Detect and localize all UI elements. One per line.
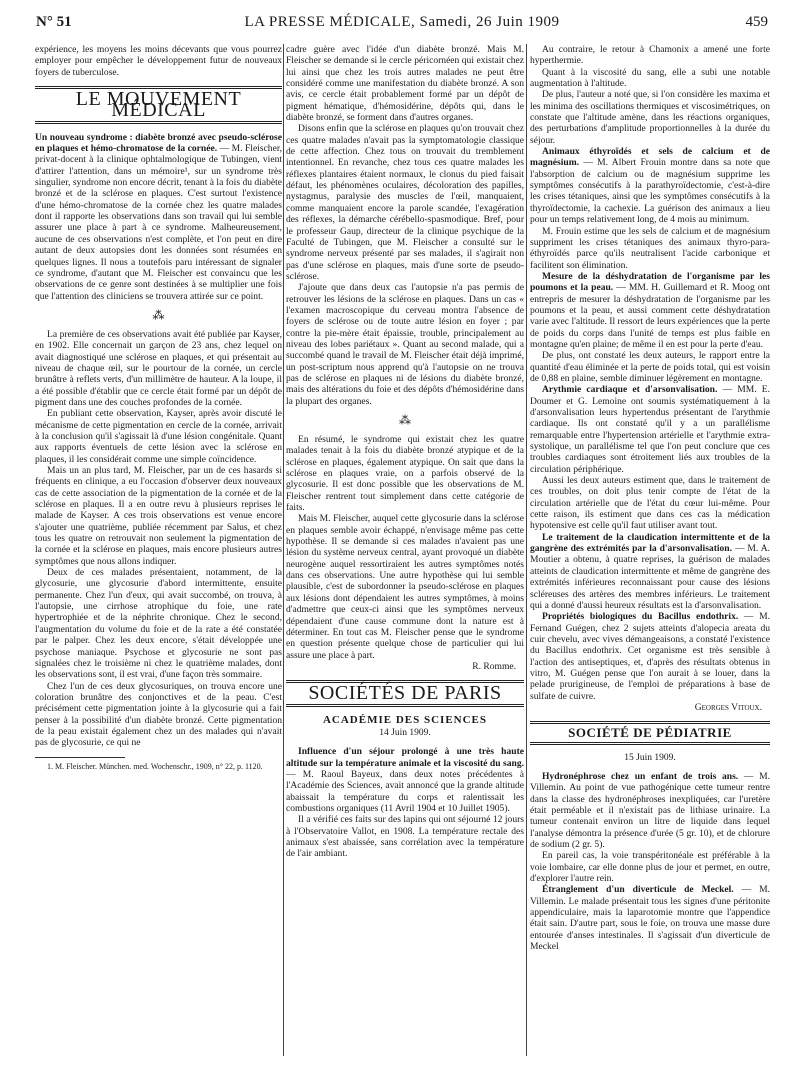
column-divider [526, 44, 527, 1056]
article-title: Propriétés biologiques du Bacillus endothrix. [542, 611, 739, 623]
paragraph: En résumé, le syndrome qui existait chez les quatre malades tenait à la fois du diabète bronzé atypique et de la sclérose en plaques, également atypique. On sait que dans la sclérose en plaques vraie, on a parfois observé de la glycosurie. Il est donc possible que les observations de M. Fleischer rentrent tout simplement dans cette catégorie de faits. [286, 434, 524, 514]
paragraph: M. Frouin estime que les sels de calcium et de magnésium suppriment les crises tétaniques des animaux thyro-para-éthyroïdés parce qu'ils neutralisent l'acide carbonique et facilitent son élimination. [530, 225, 770, 271]
paragraph: Quant à la viscosité du sang, elle a subi une notable augmentation à l'altitude. [530, 66, 770, 90]
author-signature: Georges Vitoux. [694, 701, 762, 713]
paragraph: La première de ces observations avait été publiée par Kayser, en 1902. Elle concernait un garçon de 23 ans, chez lequel on avait diagnostiqué une sclérose en plaques, et qui présentait au niveau de chaque œil, sur le pourtour de la cornée, un cercle brunâtre à reflets verts, d'un millimètre de hauteur. A la loupe, il a été possible d'établir que ce cercle était formé par un dépôt de pigment dans une des couches profondes de la cornée. [35, 328, 282, 408]
paragraph: — M. A. Moutier a obtenu, à quatre reprises, la guérison de malades atteints de claudication intermittente et même de gangrène des extrémités inférieures reconnaissant pour cause des lésions scléreuses des artères des membres inférieurs. Le traitement qui a donné d'aussi heureux résultats est la d'arsonvalisation. [530, 543, 770, 611]
paragraph: Chez l'un de ces deux glycosuriques, on trouva encore une coloration brunâtre des conjonctives et de la peau. C'est précisément cette pigmentation jointe à la glycosurie qui a fait penser à la possibilité d'un diabète bronzé. Cette pigmentation de la peau existait également chez un des malades qui n'avait pas de glycosurie, ce qui ne [35, 680, 282, 749]
paragraph: — M. Fleischer, privat-docent à la clinique ophtalmologique de Tubingen, vient d'attirer l'attention, dans un mémoire¹, sur un syndrome très singulier, syndrome non encore décrit, tenant à la fois du diabète bronzé et de la sclérose en plaques. C'est surtout l'existence d'une hémo-chromatose de la cornée chez les quatre malades dont il rapporte les observations dans son travail qui lui semble assurer une place à part à ce syndrome. Malheureusement, aucune de ces observations n'est complète, et l'on peut en dire autant de deux autopsies dont les données sont résumées en quelques lignes. Il nous a toutefois paru intéressant de signaler ce syndrome, d'autant que M. Fleischer est convaincu que les observations de ce genre sont destinées à se multiplier une fois que l'attention des cliniciens se trouvera attirée sur ce point. [35, 143, 282, 302]
page-number: 459 [745, 14, 768, 30]
article-title: Arythmie cardiaque et d'arsonvalisation. [542, 384, 718, 396]
column-right [530, 44, 770, 1056]
session-date: 14 Juin 1909. [379, 727, 431, 738]
article [530, 611, 770, 702]
page-header [36, 14, 768, 34]
footnote-rule [35, 757, 125, 758]
paragraph: — MM. E. Doumer et G. Lemoine ont soumis systématiquement à la d'arsonvalisation leurs hypertendus présentant de l'arythmie cardiaque. Ils ont constaté qu'il y a un parallélisme remarquable entre l'hypertension artérielle et l'arythmie extra-systolique, un parallélisme tel que l'on peut conclure que ces troubles cardiaques sont étroitement liés aux troubles de la circulation périphérique. [530, 384, 770, 475]
paragraph: Mais un an plus tard, M. Fleischer, par un de ces hasards si fréquents en clinique, a eu l'occasion d'observer deux nouveaux cas de cette association de la pigmentation de la cornée et de la sclérose en plaques. Il a en outre revu à plusieurs reprises le malade de Kayser. A ces trois observations est venue encore s'ajouter une quatrième, publiée récemment par Salus, et chez tous les quatre on retrouvait non seulement la pigmentation de la cornée et la sclérose en plaques, mais encore plusieurs autres symptômes que nous allons indiquer. [35, 465, 282, 567]
column-divider [283, 44, 284, 1056]
paragraph: — M. Villemin. Au point de vue pathogénique cette tumeur rentre dans la classe des hydronéphroses inexpliquées, car l'uretère était perméable et il n'existait pas de lithiase urinaire. La tumeur contenait environ un litre de liquide dans lequel l'analyse démontra la présence d'urée (5 gr. 10), et de chlorure de sodium (2 gr. 5). [530, 770, 770, 851]
paragraph: expérience, les moyens les moins décevants que vous pourrez employer pour empêcher le développement futur de nouveaux foyers de tuberculose. [35, 44, 282, 78]
article-title: Un nouveau syndrome : diabète bronzé avec pseudo-sclérose en plaques et hémo-chromatose de la cornée. [35, 131, 282, 155]
column-middle [286, 44, 524, 1056]
section-heading: SOCIÉTÉ DE PÉDIATRIE [530, 721, 770, 744]
article [286, 746, 524, 814]
author-signature: R. Romme. [472, 660, 516, 672]
article [530, 532, 770, 611]
section-heading: LE MOUVEMENT MÉDICAL [35, 86, 282, 124]
article-title: Mesure de la déshydratation de l'organisme par les poumons et la peau. [530, 270, 770, 294]
article [530, 271, 770, 350]
paragraph: Aussi les deux auteurs estiment que, dans le traitement de ces troubles, on doit plus tenir compte de l'état de la circulation artérielle que de l'état du cœur lui-même. Pour cette raison, ils estiment que dans ces cas la médication hypotensive est celle qu'il faut utiliser avant tout. [530, 475, 770, 532]
footnote: 1. M. Fleischer. München. med. Wochenschr., 1909, n° 22, p. 1120. [47, 761, 263, 771]
article-title: Le traitement de la claudication intermittente et de la gangrène des extrémités par la d'arsonvalisation. [530, 531, 770, 555]
section-separator: ⁂ [399, 413, 411, 427]
paragraph: En pareil cas, la voie transpéritonéale est préférable à la voie lombaire, car elle donne plus de jour et permet, en outre, d'explorer l'autre rein. [530, 850, 770, 885]
article-title: Influence d'un séjour prolongé à une très haute altitude sur la température animale et la viscosité du sang. [286, 746, 524, 769]
paragraph: Disons enfin que la sclérose en plaques qu'on trouvait chez ces quatre malades n'avait pas la symptomatologie classique de cette affection. Chez tous on trouvait du tremblement intentionnel. En revanche, chez tous ces quatre malades les réflexes plantaires étaient normaux, le clonus du pied faisait défaut, les phénomènes oculaires, décoloration des papilles, nystagmus, paralysie des muscles de l'œil, manquaient, comme manquaient encore la parole scandée, l'exagération des réflexes, la démarche cérébello-spasmodique. Bref, pour le professeur Gaup, directeur de la clinique psychique de la Faculté de Tubingen, que M. Fleischer a consulté sur le syndrome nerveux présenté par ses malades, il s'agirait non pas d'une sclérose en plaques, mais d'une sorte de pseudo-sclérose. [286, 123, 524, 282]
paragraph: Deux de ces malades présentaient, notamment, de la glycosurie, une glycosurie d'abord intermittente, ensuite permanente. Chez l'un d'eux, qui avait succombé, on trouva, à l'autopsie, une cirrhose atrophique du foie, une rate hypertrophiée et de la néphrite chronique. Chez le second, l'augmentation du volume du foie et de la rate a été constatée par le palper. Chez les deux encore, s'était développée une psychose maniaque. Psychose et glycosurie ne sont pas signalées chez le troisième ni chez le quatrième malades, dont les observations sont, il est vrai, d'une façon très sommaire. [35, 567, 282, 681]
article-title: Animaux éthyroïdés et sels de calcium et de magnésium. [530, 146, 770, 169]
paragraph: Mais M. Fleischer, auquel cette glycosurie dans la sclérose en plaques semble avoir échappé, n'envisage même pas cette hypothèse. Il se demande si ces malades n'avaient pas une lésion du système nerveux central, ayant provoqué un diabète neurogène auquel ressortiraient les autres symptômes notés dans ces observations. Une autre hypothèse qui lui semble plausible, c'est de subordonner la pseudo-sclérose en plaques aux lésions dont dépendaient les autres symptômes, à moins d'admettre que ceux-ci ainsi que les symptômes nerveux dépendaient d'une cause commune dont la nature est à déterminer. En tout cas M. Fleischer pense que le syndrome en question présente quelque chose de particulier qui lui assure une place à part. [286, 513, 524, 661]
issue-number: N° 51 [36, 14, 72, 30]
article [35, 132, 282, 302]
paragraph: Au contraire, le retour à Chamonix a amené une forte hyperthermie. [530, 44, 770, 67]
section-heading: SOCIÉTÉS DE PARIS [286, 680, 524, 706]
article [530, 384, 770, 475]
paragraph: En publiant cette observation, Kayser, après avoir discuté le mécanisme de cette pigmentation en cercle de la cornée, arrivait à la conclusion qu'il s'agissait là d'une lésion congénitale. Quant aux rapports éventuels de cette lésion avec la sclérose en plaques, il les considérait comme une simple coïncidence. [35, 408, 282, 465]
session-date: 15 Juin 1909. [624, 752, 676, 763]
journal-title: LA PRESSE MÉDICALE, Samedi, 26 Juin 1909 [244, 14, 560, 30]
paragraph: cadre guère avec l'idée d'un diabète bronzé. Mais M. Fleischer se demande si le cercle péricornéen qui existait chez lui ainsi que chez les trois autres malades ne peut être considéré comme une manifestation du diabète bronzé. A son avis, ce cercle était probablement formé par un dépôt de pigment hématique, d'hémosidérine, dépôts qui, dans le diabète bronzé, se forment dans d'autres organes. [286, 44, 524, 124]
article [530, 771, 770, 850]
paragraph: — MM. H. Guillemard et R. Moog ont entrepris de mesurer la déshydratation de l'organisme par les poumons et la peau, et aussi comment cette déshydratation varie avec l'altitude. Il ressort de leurs expériences que la perte de poids du corps dans l'unité de temps est plus faible en montagne qu'en plaine; de même il en est pour la perte d'eau. [530, 282, 770, 350]
paragraph: J'ajoute que dans deux cas l'autopsie n'a pas permis de retrouver les lésions de la sclérose en plaques. Dans un cas « l'examen macroscopique du cerveau montra l'absence de foyers de sclérose ou de toute autre lésion en foyer ; par contre la pie-mère était épaissie, trouble, principalement au niveau des lobes pariétaux ». Quant au second malade, qui a succombé quand le travail de M. Fleischer était déjà imprimé, un post-scriptum nous apprend qu'à l'autopsie on ne trouva pas de sclérose en plaques ni de lésions du diabète bronzé, mais des altérations du foie et des dépôts d'hémosidérine dans la plupart des organes. [286, 282, 524, 407]
paragraph: — M. Raoul Bayeux, dans deux notes précédentes à l'Académie des Sciences, avait annoncé que la grande altitude abaissait la température du corps et ralentissait les combustions organiques (11 Avril 1904 et 10 Juillet 1905). [286, 768, 524, 814]
column-left [35, 44, 282, 1056]
paragraph: Il a vérifié ces faits sur des lapins qui ont séjourné 12 jours à l'Observatoire Vallot, en 1908. La température rectale des animaux s'est abaissée, sans corrélation avec la température de l'air ambiant. [286, 814, 524, 860]
paragraph: De plus, ont constaté les deux auteurs, le rapport entre la quantité d'eau éliminée et la perte de poids total, qui est voisin de 0,88 en plaine, semble diminuer légèrement en montagne. [530, 350, 770, 384]
article-title: Étranglement d'un diverticule de Meckel. [542, 884, 734, 896]
paragraph: — M. Villemin. Le malade présentait tous les signes d'une péritonite appendiculaire, mais la laparotomie montre que l'appendice était sain. D'autre part, sous le foie, on trouva une masse dure entourée d'anses intestinales. Il s'agissait d'un diverticule de Meckel [530, 884, 770, 953]
article [530, 884, 770, 952]
paragraph: — M. Albert Frouin montre dans sa note que l'absorption de calcium ou de magnésium supprime les symptômes consécutifs à la parathyroïdectomie, c'est-à-dire les crises tétaniques, ainsi que les symptômes consécutifs à la thyroïdectomie, la cachexie. La guérison des animaux a lieu pour un temps relativement long, de 4 mois au minimum. [530, 157, 770, 226]
paragraph: De plus, l'auteur a noté que, si l'on considère les maxima et les minima des oscillations thermiques et viscosimétriques, on constate que l'altitude amène, dans les réactions organiques, des perturbations d'amplitude proportionnelles à la durée du séjour. [530, 89, 770, 146]
article-title: Hydronéphrose chez un enfant de trois ans. [542, 770, 739, 782]
subsection-heading: ACADÉMIE DES SCIENCES [322, 713, 488, 726]
article [530, 146, 770, 225]
section-separator: ⁂ [152, 307, 165, 322]
paragraph: — M. Fernand Guégen, chez 2 sujets atteints d'alopecia areata du cuir chevelu, avec vives démangeaisons, a constaté l'existence du Bacillus endothrix. Cet organisme est très sensible à l'action des antiseptiques, et, d'après des résultats obtenus in vitro, M. Guégen pense que l'on aurait à se louer, dans la pelade prurigineuse, de l'emploi de préparations à base de sulfate de cuivre. [530, 611, 770, 702]
